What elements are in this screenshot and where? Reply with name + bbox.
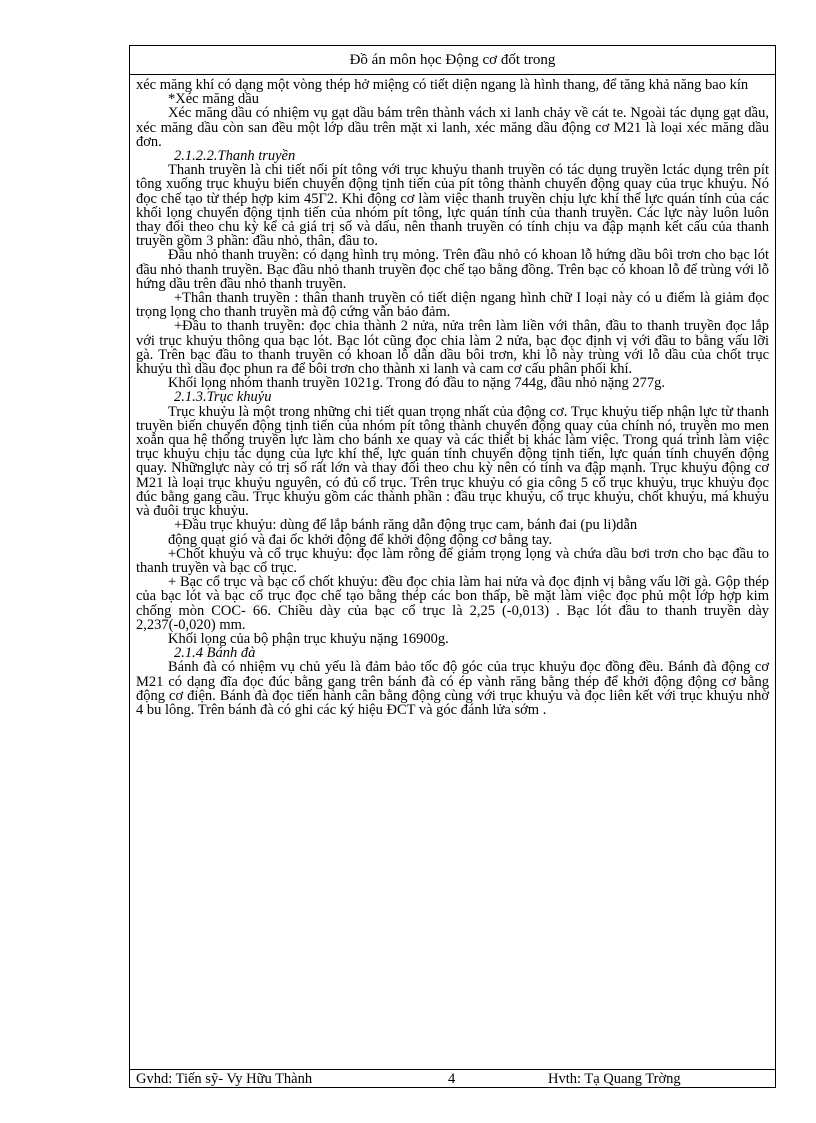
page-number: 4 [448,1071,456,1087]
page-footer [130,1070,775,1088]
page-header: Đồ án môn học Động cơ đốt trong [349,52,556,68]
header-rule [130,74,775,75]
paragraph: Khối lọng của bộ phận trục khuỷu nặng 16900g. [168,630,449,647]
paragraph: Khối lọng nhóm thanh truyền 1021g. Trong đó đầu to nặng 744g, đầu nhỏ nặng 277g. [168,375,666,392]
paragraph: xéc măng khí có dạng một vòng thép hở miệng có tiết diện ngang là hình thang, để tăng khả năng bao kín [136,77,749,93]
paragraph: +Đầu to thanh truyền: đọc chia thành 2 nửa, nửa trên làm liền với thân, đầu to thanh truyền đọc lắp với trục khuỷu thông qua bạc lót. Bạc lót cũng đọc chia làm 2 nửa, bạc đọc định vị với đầu to bằng vấu lỡi gà. Trên bạc đầu to thanh truyền có khoan lỗ dẫn dầu bôi trơn, khi lỗ này trùng với lỗ dầu của chốt trục khuỷu thì dầu đọc phun ra để bôi trơn cho thành xi lanh và cam cơ cấu phân phối khí. [136,318,769,378]
paragraph: + Bạc cổ trục và bạc cổ chốt khuỷu: đều đọc chia làm hai nửa và đọc định vị bằng vấu lỡi gà. Gộp thép của bạc lót và bạc cổ trục đọc chế tạo bằng thép các bon thấp, bề mặt làm việc đọc phủ một lớp hợp kim chống mòn COC- 66. Chiều dày của bạc cổ trục là 2,25 (-0,013) . Bạc lót đầu to thanh truyền dày 2,237(-0,020) mm. [136,574,769,633]
paragraph: Trục khuỷu là một trong những chi tiết quan trọng nhất của động cơ. Trục khuỷu tiếp nhận lực từ thanh truyền biến chuyển động tịnh tiến của nhóm pít tông thành chuyển động quay của chính nó, truyền mo men xoắn qua hệ thống truyền lực làm cho bánh xe quay và các thiết bị khác làm việc. Trong quá trình làm việc trục khuỷu chịu tác dụng của lực khí thể, lực quán tính chuyển động tịnh tiến, lực quán tính chuyển động quay. Nhữnglực này có trị số rất lớn và thay đổi theo chu kỳ nên có tính va đập mạnh. Trục khuỷu động cơ M21 là loại trục khuỷu nguyên, có đủ cổ trục. Trên trục khuỷu có gia công 5 cổ trục khuỷu, trục khuỷu đọc đúc bằng gang cầu. Trục khuỷu gồm các thành phần : đầu trục khuỷu, cổ trục khuỷu, chốt khuỷu, má khuỷu và đuôi trục khuỷu. [136,403,769,520]
paragraph: động quạt gió và đai ốc khởi động để khởi động động cơ bằng tay. [168,531,553,548]
paragraph: +Chốt khuỷu và cổ trục khuỷu: đọc làm rỗng để giảm trọng lọng và chứa dầu bơi trơn cho bạc đầu to thanh truyền và bạc cổ trục. [136,545,769,576]
section-heading-crankshaft: 2.1.3.Trục khuỷu [174,389,272,406]
paragraph: Thanh truyền là chi tiết nối pít tông với trục khuỷu thanh truyền có tác dụng truyền lctác dụng trên pít tông xuống trục khuỷu biến chuyển động tịnh tiến của pít tông thành chuyển động quay của trục khuỷu. Nó đọc chế tạo từ thép hợp kim 45Γ2. Khi động cơ làm việc thanh truyền chịu lực khí thể lực quán tính của các khối lọng chuyển động tịnh tiến của nhóm pít tông, lực quán tính của thanh truyền. Các lực này luôn luôn thay đổi theo chu kỳ kể cả giá trị số và dấu, nên thanh truyền có tính chịu va đập mạnh kết cấu của thanh truyền gồm 3 phần: đầu nhỏ, thân, đầu to. [136,162,769,250]
paragraph: Đầu nhỏ thanh truyền: có dạng hình trụ mỏng. Trên đầu nhỏ có khoan lỗ hứng dầu bôi trơn cho bạc lót đầu nhỏ thanh truyền. Bạc đầu nhỏ thanh truyền đọc chế tạo bằng đồng. Trên bạc có khoan lỗ để trùng với lỗ hứng dầu trên đầu nhỏ thanh truyền. [136,247,769,292]
document-page [129,45,776,1088]
paragraph: +Thân thanh truyền : thân thanh truyền có tiết diện ngang hình chữ I loại này có u điểm là giảm đọc trọng lọng cho thanh truyền mà độ cứng vẫn bảo đảm. [136,290,769,321]
paragraph: Xéc măng dầu có nhiệm vụ gạt dầu bám trên thành vách xi lanh chảy về cát te. Ngoài tác dụng gạt dầu, xéc măng dầu còn san đều một lớp dầu trên mặt xi lanh, xéc măng dầu động cơ M21 là loại xéc măng dầu đơn. [136,105,769,150]
section-heading-flywheel: 2.1.4 Bánh đà [174,645,256,662]
footer-supervisor: Gvhd: Tiến sỹ- Vy Hữu Thành [136,1071,313,1087]
subheading-oil-ring: *Xéc măng dầu [168,91,259,108]
section-heading-connecting-rod: 2.1.2.2.Thanh truyền [174,148,296,165]
paragraph: Bánh đà có nhiệm vụ chủ yếu là đảm bảo tốc độ góc của trục khuỷu đọc đồng đều. Bánh đà động cơ M21 có dạng đĩa đọc đúc bằng gang trên bánh đà có ép vành răng bằng thép để khởi động động cơ bằng động cơ điện. Bánh đà đọc tiến hành cân bằng động cùng với trục khuỷu và đọc liên kết với trục khuỷu nhờ 4 bu lông. Trên bánh đà có ghi các ký hiệu ĐCT và góc đánh lửa sớm . [136,659,769,718]
paragraph: +Đầu trục khuỷu: dùng để lắp bánh răng dẫn động trục cam, bánh đai (pu li)dẫn [174,517,638,534]
document-body [136,78,769,717]
footer-student: Hvth: Tạ Quang Trờng [548,1071,681,1087]
